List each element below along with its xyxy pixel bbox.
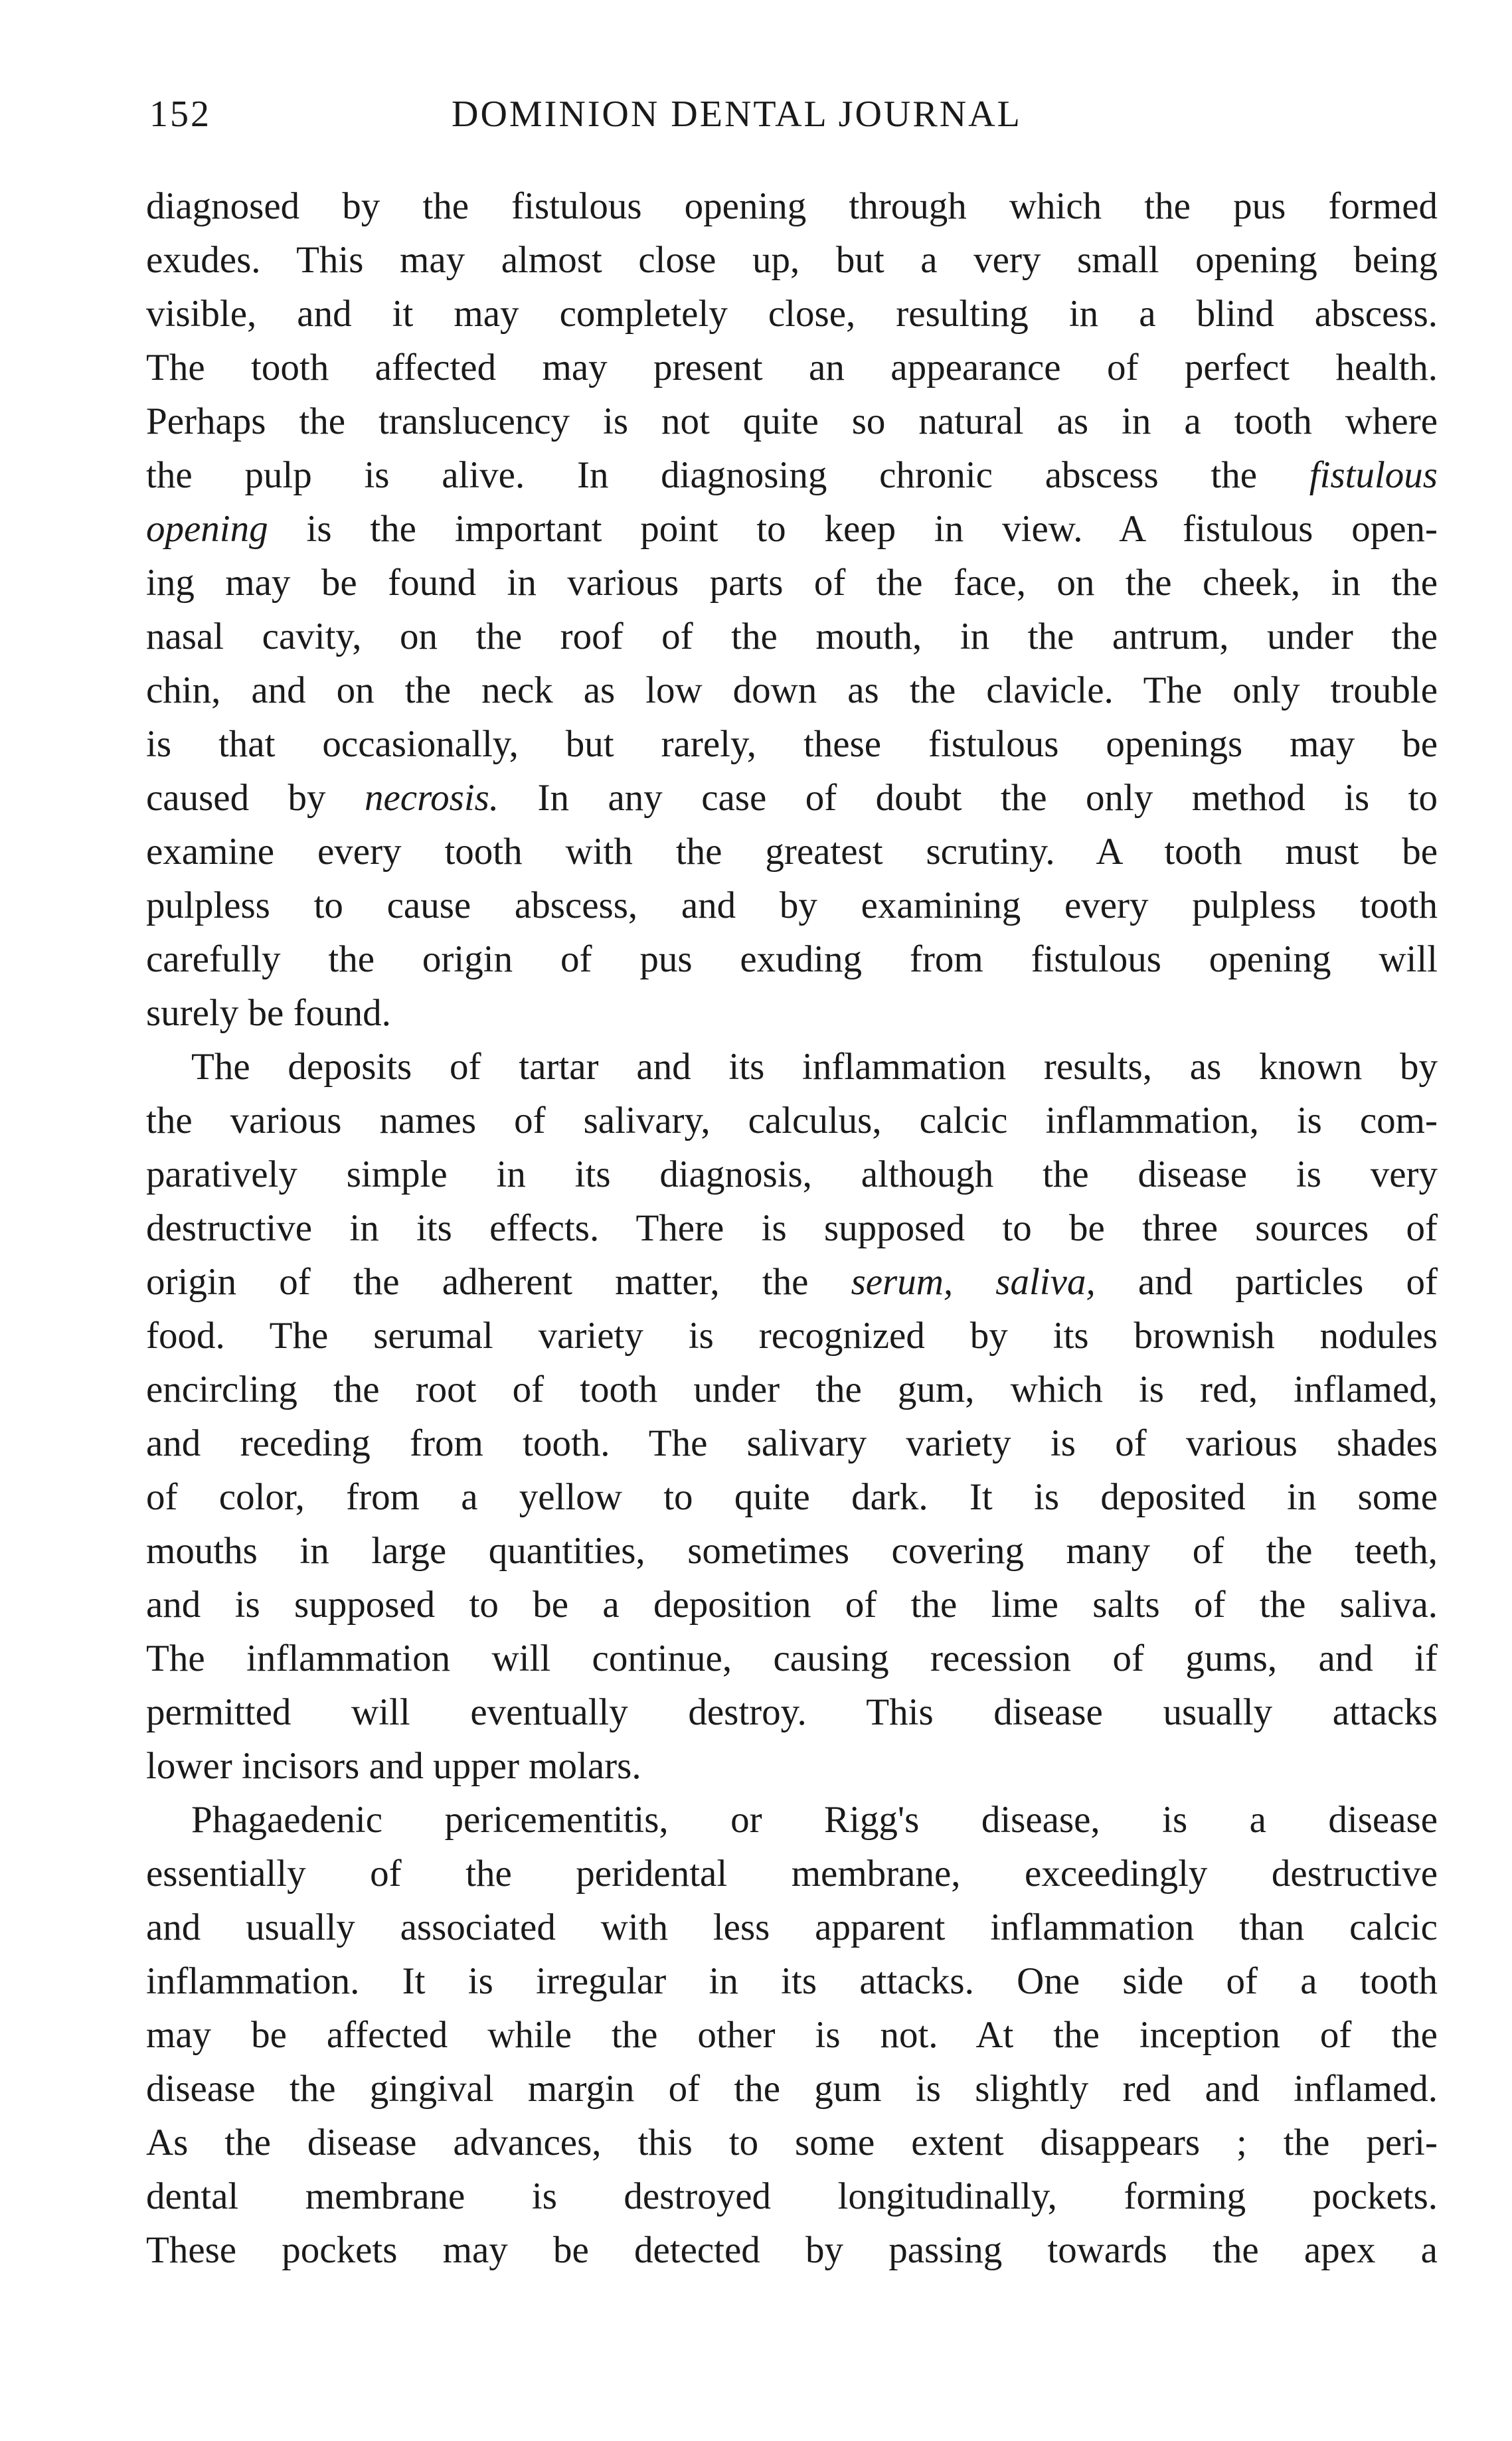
text-segment: surely be found. [146,992,391,1034]
paragraph [146,1793,1438,2277]
text-line [146,1632,1438,1685]
text-line [146,879,1438,932]
text-line [146,1201,1438,1255]
text-line [146,2008,1438,2062]
text-segment: These pockets may be detected by passing towards the apex a [146,2229,1438,2271]
text-line [146,1685,1438,1739]
text-line [146,1578,1438,1632]
text-line [146,1470,1438,1524]
body-text [146,179,1438,2277]
text-line [146,825,1438,879]
text-segment: caused by [146,777,365,819]
text-segment: and receding from tooth. The salivary variety is of various shades [146,1422,1438,1464]
text-segment: and is supposed to be a deposition of the lime salts of the saliva. [146,1584,1438,1626]
text-line [146,179,1438,233]
italic-text: fistulous [1309,454,1438,496]
text-segment: is the important point to keep in view. A fistulous open- [268,508,1438,550]
text-line [146,1954,1438,2008]
text-line [146,1094,1438,1147]
text-line [146,394,1438,448]
text-line [146,341,1438,394]
text-line [146,932,1438,986]
page-header [149,93,1438,146]
text-segment: The deposits of tartar and its inflammation results, as known by [191,1046,1438,1088]
italic-text: serum, saliva, [851,1261,1096,1303]
text-segment: and particles of [1095,1261,1438,1303]
text-segment: essentially of the peridental membrane, exceedingly destructive [146,1853,1438,1894]
text-segment: visible, and it may completely close, resulting in a blind abscess. [146,293,1438,335]
text-line [146,610,1438,663]
text-segment: lower incisors and upper molars. [146,1745,641,1787]
text-line [146,1524,1438,1578]
text-segment: food. The serumal variety is recognized by its brownish nodules [146,1315,1438,1357]
text-line [146,1739,1438,1793]
text-line [146,1147,1438,1201]
text-segment: and usually associated with less apparent inflammation than calcic [146,1906,1438,1948]
text-line [146,1255,1438,1309]
running-title: DOMINION DENTAL JOURNAL [452,94,1022,135]
text-line [146,1416,1438,1470]
text-line [146,717,1438,771]
text-segment: nasal cavity, on the roof of the mouth, in the antrum, under the [146,616,1438,657]
text-line [146,771,1438,825]
text-line [146,2062,1438,2116]
text-segment: origin of the adherent matter, the [146,1261,851,1303]
text-segment: dental membrane is destroyed longitudinally, forming pockets. [146,2175,1438,2217]
text-segment: disease the gingival margin of the gum is slightly red and inflamed. [146,2068,1438,2110]
text-line [146,1363,1438,1416]
text-segment: chin, and on the neck as low down as the clavicle. The only trouble [146,669,1438,711]
text-segment: ing may be found in various parts of the face, on the cheek, in the [146,562,1438,604]
page-number: 152 [149,94,211,135]
text-segment: permitted will eventually destroy. This disease usually attacks [146,1691,1438,1733]
text-segment: inflammation. It is irregular in its attacks. One side of a tooth [146,1960,1438,2002]
text-segment: is that occasionally, but rarely, these fistulous openings may be [146,723,1438,765]
text-line [146,448,1438,502]
italic-text: necrosis. [364,777,499,819]
text-segment: Perhaps the translucency is not quite so natural as in a tooth where [146,400,1438,442]
text-segment: destructive in its effects. There is supposed to be three sources of [146,1207,1438,1249]
text-line [146,556,1438,610]
text-line [146,2116,1438,2169]
text-line [146,2169,1438,2223]
text-line [146,1847,1438,1900]
text-segment: examine every tooth with the greatest scrutiny. A tooth must be [146,831,1438,873]
text-line [146,663,1438,717]
text-segment: diagnosed by the fistulous opening through which the pus formed [146,185,1438,227]
text-segment: may be affected while the other is not. At the inception of the [146,2014,1438,2056]
text-line [146,1309,1438,1363]
text-segment: pulpless to cause abscess, and by examining every pulpless tooth [146,884,1438,926]
text-line [146,287,1438,341]
paragraph [146,179,1438,1040]
text-segment: the various names of salivary, calculus, calcic inflammation, is com- [146,1100,1438,1141]
text-line [146,502,1438,556]
text-line [146,2223,1438,2277]
text-segment: of color, from a yellow to quite dark. It is deposited in some [146,1476,1438,1518]
text-segment: carefully the origin of pus exuding from fistulous opening will [146,938,1438,980]
text-segment: The tooth affected may present an appearance of perfect health. [146,347,1438,388]
text-line [146,1040,1438,1094]
paragraph [146,1040,1438,1793]
text-line [146,1793,1438,1847]
text-segment: In any case of doubt the only method is to [499,777,1438,819]
text-segment: The inflammation will continue, causing recession of gums, and if [146,1638,1438,1679]
text-segment: mouths in large quantities, sometimes covering many of the teeth, [146,1530,1438,1572]
text-segment: exudes. This may almost close up, but a very small opening being [146,239,1438,281]
italic-text: opening [146,508,268,550]
text-line [146,233,1438,287]
text-segment: paratively simple in its diagnosis, although the disease is very [146,1153,1438,1195]
text-segment: encircling the root of tooth under the gum, which is red, inflamed, [146,1369,1438,1410]
text-line [146,1900,1438,1954]
text-segment: the pulp is alive. In diagnosing chronic abscess the [146,454,1309,496]
text-segment: As the disease advances, this to some extent disappears ; the peri- [146,2122,1438,2163]
text-segment: Phagaedenic pericementitis, or Rigg's disease, is a disease [191,1799,1438,1841]
text-line [146,986,1438,1040]
